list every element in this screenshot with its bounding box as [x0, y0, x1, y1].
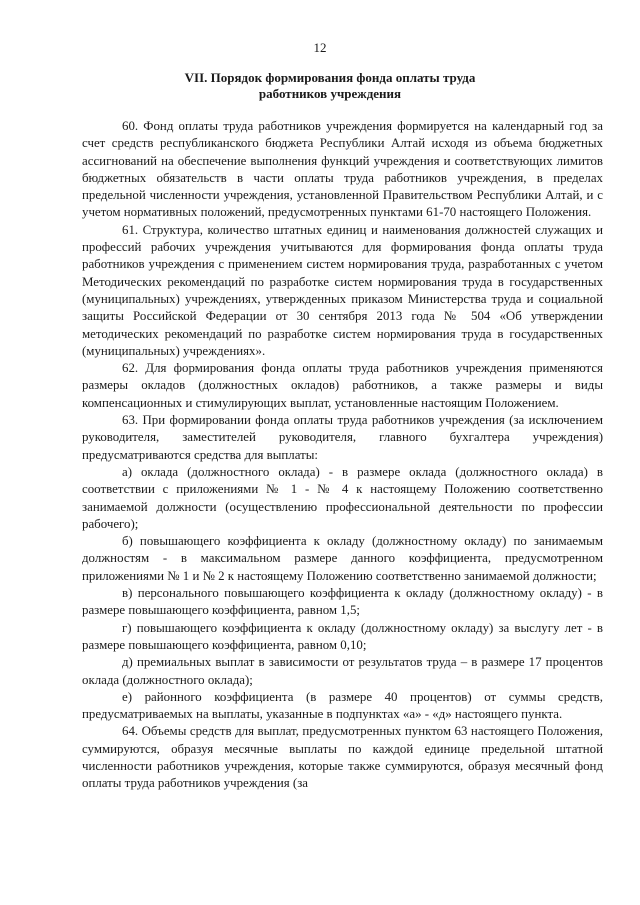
document-body	[82, 118, 603, 793]
paragraph-63-e: е) районного коэффициента (в размере 40 процентов) от суммы средств, предусматриваемых на выплаты, указанные в подпунктах «а» - «д» настоящего пункта.	[82, 689, 603, 722]
paragraph-63-b: б) повышающего коэффициента к окладу (должностному окладу) по занимаемым должностям - в максимальном размере данного коэффициента, предусмотренном приложениями № 1 и № 2 к настоящему Положению соответственно занимаемой должности;	[82, 534, 603, 583]
paragraph-63-d: д) премиальных выплат в зависимости от результатов труда – в размере 17 процентов оклада (должностного оклада);	[82, 655, 603, 687]
paragraph-60: 60. Фонд оплаты труда работников учреждения формируется на календарный год за счет средств республиканского бюджета Республики Алтай исходя из объема бюджетных ассигнований на обеспечение выполнения функций учреждения и соответствующих лимитов бюджетных обязательств в части оплаты труда работников учреждения, в пределах предельной численности учреждения, установленной Правительством Республики Алтай, и с учетом нормативных положений, предусмотренных пунктами 61-70 настоящего Положения.	[82, 119, 603, 220]
paragraph-63: 63. При формировании фонда оплаты труда работников учреждения (за исключением руководителя, заместителей руководителя, главного бухгалтера учреждения) предусматриваются средства для выплаты:	[82, 413, 603, 462]
section-heading-line-1: VII. Порядок формирования фонда оплаты труда	[184, 70, 476, 85]
paragraph-61: 61. Структура, количество штатных единиц и наименования должностей служащих и профессий рабочих учреждения учитываются для формирования фонда оплаты труда работников учреждения с применением систем нормирования труда, разработанных с учетом Методических рекомендаций по разработке систем нормирования труда в государственных (муниципальных) учреждениях, утвержденных приказом Министерства труда и социальной защиты Российской Федерации от 30 сентября 2013 года № 504 «Об утверждении методических рекомендаций по разработке систем нормирования труда в государственных (муниципальных) учреждениях».	[82, 222, 603, 358]
paragraph-63-g: г) повышающего коэффициента к окладу (должностному окладу) за выслугу лет - в размере повышающего коэффициента, равном 0,10;	[82, 620, 603, 652]
paragraph-64: 64. Объемы средств для выплат, предусмотренных пунктом 63 настоящего Положения, суммируются, образуя месячные выплаты по каждой единице предельной штатной численности работников учреждения, которые также суммируются, образуя месячный фонд оплаты труда работников учреждения (за	[82, 724, 603, 791]
paragraph-62: 62. Для формирования фонда оплаты труда работников учреждения применяются размеры окладов (должностных окладов) работников, а также размеры и виды компенсационных и стимулирующих выплат, установленные настоящим Положением.	[82, 361, 603, 410]
page-number: 12	[313, 40, 327, 55]
section-heading-line-2: работников учреждения	[258, 86, 402, 101]
section-heading	[80, 70, 580, 102]
paragraph-63-a: а) оклада (должностного оклада) - в размере оклада (должностного оклада) в соответствии с приложениями № 1 - № 4 к настоящему Положению соответственно занимаемой должности (осуществлению профессиональной деятельности по профессии рабочего);	[82, 464, 603, 531]
paragraph-63-v: в) персонального повышающего коэффициента к окладу (должностному окладу) - в размере повышающего коэффициента, равном 1,5;	[82, 586, 603, 618]
